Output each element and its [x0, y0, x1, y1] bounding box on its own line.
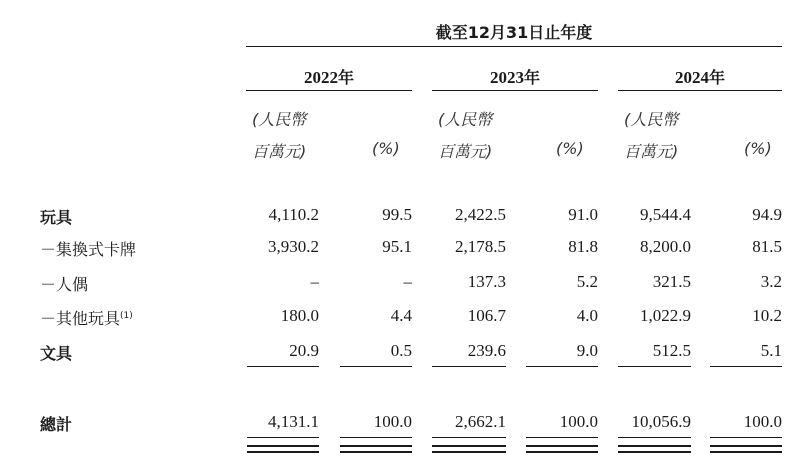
unit-label-2024-line1: (人民幣 — [624, 110, 679, 129]
pct-label-2023: (%) — [556, 139, 584, 158]
total-rule — [710, 437, 782, 438]
row-label-stationery: 文具 — [40, 344, 73, 363]
row-label-trading-cards: －集換式卡牌 — [40, 240, 137, 259]
toys-2022-pct: 99.5 — [382, 205, 412, 224]
subtotal-rule — [618, 366, 691, 367]
other-toys-2023-pct: 4.0 — [576, 306, 598, 325]
subtotal-rule — [247, 366, 319, 367]
cards-2023-amount: 2,178.5 — [455, 237, 506, 256]
double-underline — [710, 445, 782, 447]
stationery-2023-amount: 239.6 — [467, 341, 506, 360]
double-underline — [526, 445, 598, 447]
subtotal-rule — [432, 366, 506, 367]
unit-label-2023-line2: 百萬元) — [438, 142, 493, 161]
unit-label-2023-line1: (人民幣 — [438, 110, 493, 129]
total-2022-pct: 100.0 — [373, 412, 412, 431]
year-2022-header: 2022年 — [303, 68, 354, 87]
pct-label-2024: (%) — [744, 139, 772, 158]
double-underline — [247, 451, 319, 453]
cards-2022-pct: 95.1 — [382, 237, 412, 256]
unit-label-2022-line2: 百萬元) — [252, 142, 307, 161]
stationery-2023-pct: 9.0 — [576, 341, 598, 360]
row-label-total: 總計 — [40, 415, 73, 434]
double-underline — [247, 445, 319, 447]
other-toys-2024-pct: 10.2 — [752, 306, 782, 325]
other-toys-2022-amount: 180.0 — [280, 306, 319, 325]
total-rule — [432, 437, 506, 438]
other-toys-2022-pct: 4.4 — [390, 306, 412, 325]
toys-2022-amount: 4,110.2 — [268, 205, 319, 224]
total-2024-pct: 100.0 — [743, 412, 782, 431]
figures-2022-amount: – — [310, 272, 319, 291]
total-2023-amount: 2,662.1 — [455, 412, 506, 431]
figures-2024-amount: 321.5 — [652, 272, 691, 291]
total-rule — [247, 437, 319, 438]
toys-2023-amount: 2,422.5 — [455, 205, 506, 224]
figures-2022-pct: – — [403, 272, 412, 291]
footnote-marker: (1) — [120, 311, 133, 321]
stationery-2024-amount: 512.5 — [652, 341, 691, 360]
subtotal-rule — [340, 366, 412, 367]
unit-label-2024-line2: 百萬元) — [624, 142, 679, 161]
period-title: 截至12月31日止年度 — [435, 23, 593, 42]
total-2024-amount: 10,056.9 — [631, 412, 691, 431]
total-rule — [340, 437, 412, 438]
double-underline — [432, 445, 506, 447]
figures-2023-pct: 5.2 — [576, 272, 598, 291]
toys-2024-amount: 9,544.4 — [640, 205, 691, 224]
figures-2023-amount: 137.3 — [467, 272, 506, 291]
row-label-other-toys: －其他玩具$^{(1)}$ — [40, 309, 133, 328]
cards-2024-pct: 81.5 — [752, 237, 782, 256]
subtotal-rule — [526, 366, 598, 367]
stationery-2022-amount: 20.9 — [289, 341, 319, 360]
row-label-toys: 玩具 — [40, 208, 73, 227]
double-underline — [432, 451, 506, 453]
year-2024-header: 2024年 — [674, 68, 725, 87]
total-rule — [526, 437, 598, 438]
other-toys-2023-amount: 106.7 — [467, 306, 506, 325]
year-2024-rule — [618, 90, 782, 91]
unit-label-2022-line1: (人民幣 — [252, 110, 307, 129]
stationery-2024-pct: 5.1 — [760, 341, 782, 360]
cards-2024-amount: 8,200.0 — [640, 237, 691, 256]
year-2022-rule — [246, 90, 412, 91]
double-underline — [618, 445, 691, 447]
total-rule — [618, 437, 691, 438]
figures-2024-pct: 3.2 — [760, 272, 782, 291]
toys-2023-pct: 91.0 — [568, 205, 598, 224]
header-rule — [246, 46, 782, 47]
subtotal-rule — [710, 366, 782, 367]
total-2023-pct: 100.0 — [559, 412, 598, 431]
double-underline — [340, 451, 412, 453]
pct-label-2022: (%) — [372, 139, 400, 158]
cards-2023-pct: 81.8 — [568, 237, 598, 256]
row-label-figures: －人偶 — [40, 275, 89, 294]
double-underline — [710, 451, 782, 453]
double-underline — [526, 451, 598, 453]
other-toys-2024-amount: 1,022.9 — [640, 306, 691, 325]
year-2023-header: 2023年 — [489, 68, 540, 87]
double-underline — [340, 445, 412, 447]
double-underline — [618, 451, 691, 453]
toys-2024-pct: 94.9 — [752, 205, 782, 224]
cards-2022-amount: 3,930.2 — [268, 237, 319, 256]
total-2022-amount: 4,131.1 — [268, 412, 319, 431]
stationery-2022-pct: 0.5 — [390, 341, 412, 360]
year-2023-rule — [432, 90, 598, 91]
